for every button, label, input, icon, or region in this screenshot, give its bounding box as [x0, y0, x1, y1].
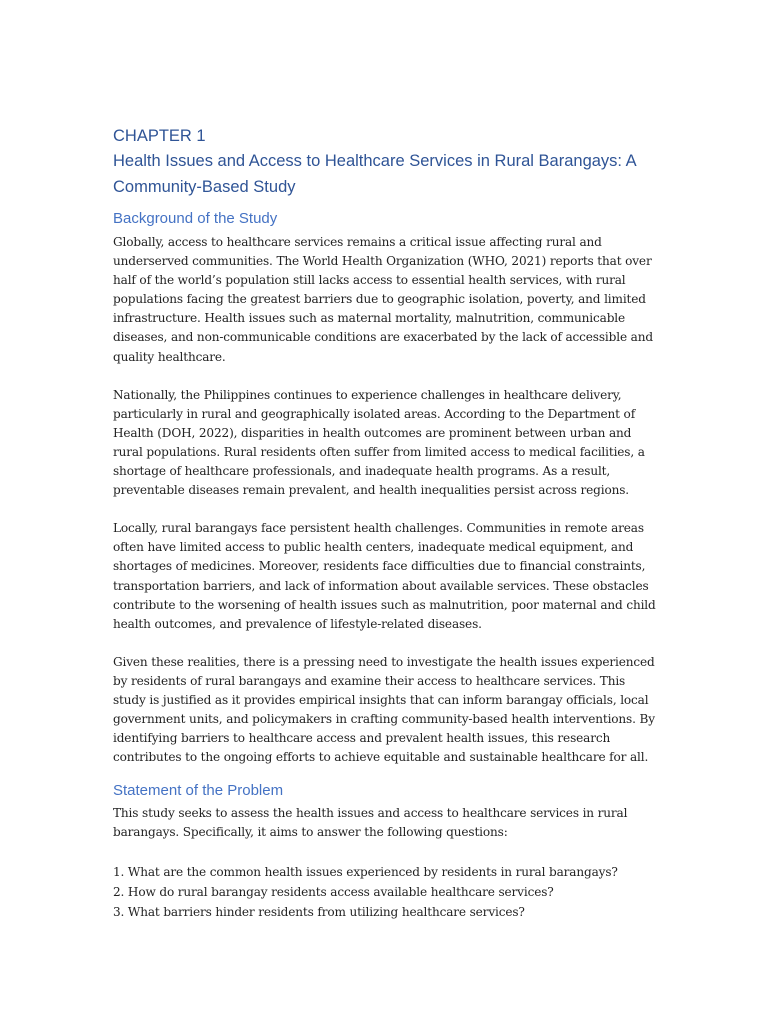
document-body: [113, 124, 658, 922]
list-item: 1. What are the common health issues experienced by residents in rural barangays?: [113, 864, 618, 879]
list-item: 2. How do rural barangay residents access available healthcare services?: [113, 884, 554, 899]
background-paragraph-local: Locally, rural barangays face persistent health challenges. Communities in remote areas often have limited access to public health centers, inadequate medical equipment, and shortages of medicines. Moreover, residents face difficulties due to financial constraints, transportation barriers, and lack of information about available services. These obstacles contribute to the worsening of health issues such as malnutrition, poor maternal and child health outcomes, and prevalence of lifestyle-related diseases.: [113, 521, 656, 631]
section-heading-problem: Statement of the Problem: [113, 782, 284, 800]
chapter-label: CHAPTER 1: [113, 127, 206, 145]
background-paragraph-global: Globally, access to healthcare services remains a critical issue affecting rural and underserved communities. The World Health Organization (WHO, 2021) reports that over half of the world’s population still lacks access to essential health services, with rural populations facing the greatest barriers due to geographic isolation, poverty, and limited infrastructure. Health issues such as maternal mortality, malnutrition, communicable diseases, and non-communicable conditions are exacerbated by the lack of accessible and quality healthcare.: [113, 235, 653, 364]
section-heading-background: Background of the Study: [113, 210, 278, 227]
document-title: Health Issues and Access to Healthcare Services in Rural Barangays: A Community-Based Study: [113, 152, 636, 196]
background-paragraph-rationale: Given these realities, there is a pressing need to investigate the health issues experienced by residents of rural barangays and examine their access to healthcare services. This study is justified as it provides empirical insights that can inform barangay officials, local government units, and policymakers in crafting community-based health interventions. By identifying barriers to healthcare access and prevalent health issues, this research contributes to the ongoing efforts to achieve equitable and sustainable healthcare for all.: [113, 654, 655, 765]
research-questions-list: [113, 862, 658, 922]
background-paragraph-national: Nationally, the Philippines continues to experience challenges in healthcare delivery, particularly in rural and geographically isolated areas. According to the Department of Health (DOH, 2022), disparities in health outcomes are prominent between urban and rural populations. Rural residents often suffer from limited access to medical facilities, a shortage of healthcare professionals, and inadequate health programs. As a result, preventable diseases remain prevalent, and health inequalities persist across regions.: [113, 387, 645, 498]
list-item: 3. What barriers hinder residents from utilizing healthcare services?: [113, 904, 525, 919]
problem-intro-paragraph: This study seeks to assess the health issues and access to healthcare services in rural barangays. Specifically, it aims to answer the following questions:: [113, 806, 628, 840]
